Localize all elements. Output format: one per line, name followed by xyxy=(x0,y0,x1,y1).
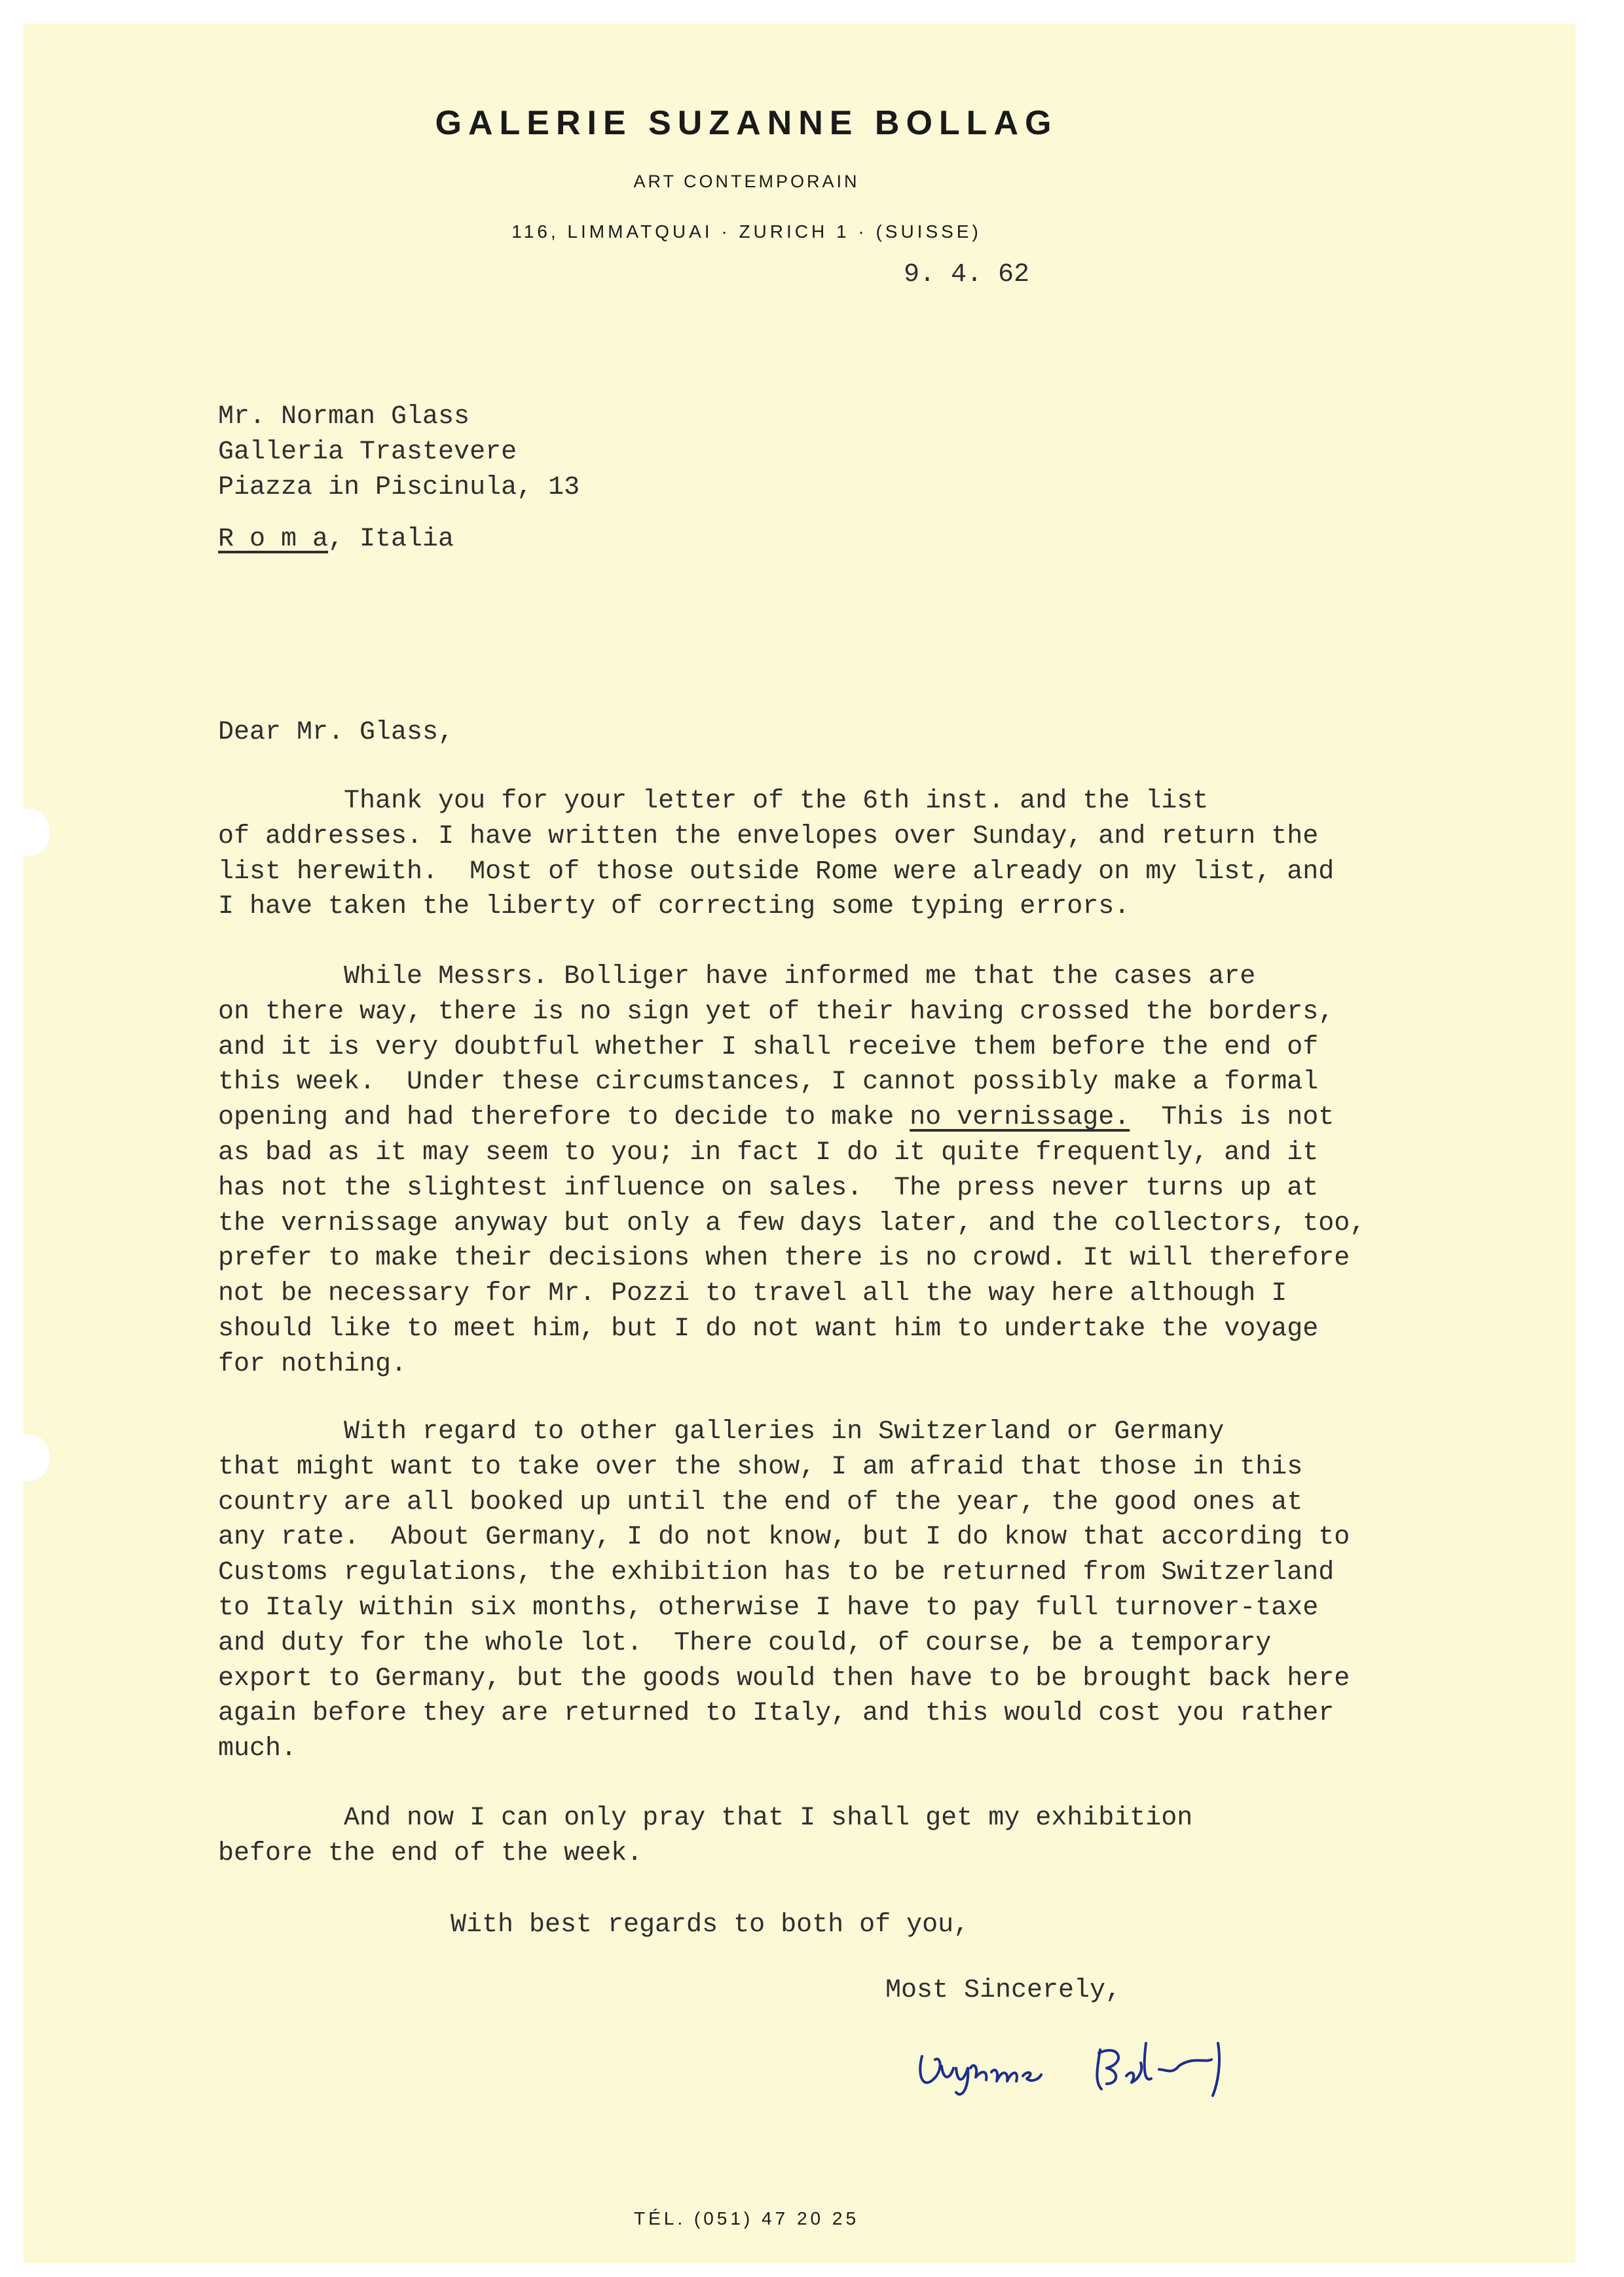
text-line: much. xyxy=(218,1734,297,1764)
recipient-country: , Italia xyxy=(328,525,454,554)
text-fragment: This is not xyxy=(1130,1103,1335,1133)
recipient-name: Mr. Norman Glass xyxy=(218,402,470,432)
text-line: before the end of the week. xyxy=(218,1838,643,1868)
text-line: With regard to other galleries in Switzerland or Germany xyxy=(218,1417,1225,1447)
handwritten-signature xyxy=(910,2030,1277,2102)
text-line: should like to meet him, but I do not want him to undertake the voyage xyxy=(218,1314,1319,1344)
text-line: I have taken the liberty of correcting some typing errors. xyxy=(218,892,1130,922)
text-line: prefer to make their decisions when there is no crowd. It will therefore xyxy=(218,1244,1350,1274)
text-line: not be necessary for Mr. Pozzi to travel all the way here although I xyxy=(218,1279,1287,1309)
text-line: And now I can only pray that I shall get my exhibition xyxy=(218,1804,1193,1833)
text-line: to Italy within six months, otherwise I have to pay full turnover-taxe xyxy=(218,1593,1319,1623)
recipient-gallery: Galleria Trastevere xyxy=(218,437,517,467)
recipient-city-line xyxy=(218,522,454,557)
letter-date: 9. 4. 62 xyxy=(904,260,1030,289)
punch-hole xyxy=(9,809,50,856)
underlined-phrase: no vernissage. xyxy=(910,1103,1130,1133)
text-line: any rate. About Germany, I do not know, but I do know that according to xyxy=(218,1523,1350,1553)
text-line: on there way, there is no sign yet of their having crossed the borders, xyxy=(218,997,1335,1027)
paragraph-3 xyxy=(218,1415,1350,1767)
recipient-block xyxy=(218,399,580,505)
closing: Most Sincerely, xyxy=(885,1976,1122,2005)
text-line: and duty for the whole lot. There could, of course, be a temporary xyxy=(218,1628,1272,1658)
text-line: for nothing. xyxy=(218,1349,407,1379)
recipient-street: Piazza in Piscinula, 13 xyxy=(218,472,580,502)
text-line: has not the slightest influence on sales. The press never turns up at xyxy=(218,1173,1319,1203)
text-line: again before they are returned to Italy, and this would cost you rather xyxy=(218,1699,1335,1729)
text-line: Thank you for your letter of the 6th inst. and the list xyxy=(218,787,1209,816)
text-fragment: opening and had therefore to decide to make xyxy=(218,1103,910,1133)
text-line: the vernissage anyway but only a few days later, and the collectors, too, xyxy=(218,1208,1366,1238)
paragraph-2 xyxy=(218,959,1365,1382)
recipient-city: R o m a xyxy=(218,525,329,554)
letterhead-telephone: TÉL. (051) 47 20 25 xyxy=(633,2208,860,2229)
text-line: country are all booked up until the end of the year, the good ones at xyxy=(218,1487,1303,1517)
text-line: export to Germany, but the goods would then have to be brought back here xyxy=(218,1663,1350,1694)
text-line xyxy=(218,1100,1365,1136)
text-line: as bad as it may seem to you; in fact I do it quite frequently, and it xyxy=(218,1138,1319,1168)
salutation: Dear Mr. Glass, xyxy=(218,718,454,747)
letterhead-address: 116, LIMMATQUAI · ZURICH 1 · (SUISSE) xyxy=(511,221,982,242)
letterhead-name: GALERIE SUZANNE BOLLAG xyxy=(435,104,1058,142)
text-line: and it is very doubtful whether I shall receive them before the end of xyxy=(218,1032,1319,1062)
paragraph-4 xyxy=(218,1801,1192,1872)
text-line: this week. Under these circumstances, I cannot possibly make a formal xyxy=(218,1067,1319,1098)
punch-hole xyxy=(9,1434,50,1481)
text-line: Customs regulations, the exhibition has to be returned from Switzerland xyxy=(218,1558,1335,1588)
text-line: that might want to take over the show, I am afraid that those in this xyxy=(218,1452,1303,1482)
text-line: of addresses. I have written the envelopes over Sunday, and return the xyxy=(218,821,1319,851)
letterhead-subtitle: ART CONTEMPORAIN xyxy=(633,172,860,191)
paragraph-1 xyxy=(218,784,1334,925)
text-line: While Messrs. Bolliger have informed me that the cases are xyxy=(218,962,1256,991)
regards: With best regards to both of you, xyxy=(451,1910,970,1940)
text-line: list herewith. Most of those outside Rome were already on my list, and xyxy=(218,857,1335,887)
